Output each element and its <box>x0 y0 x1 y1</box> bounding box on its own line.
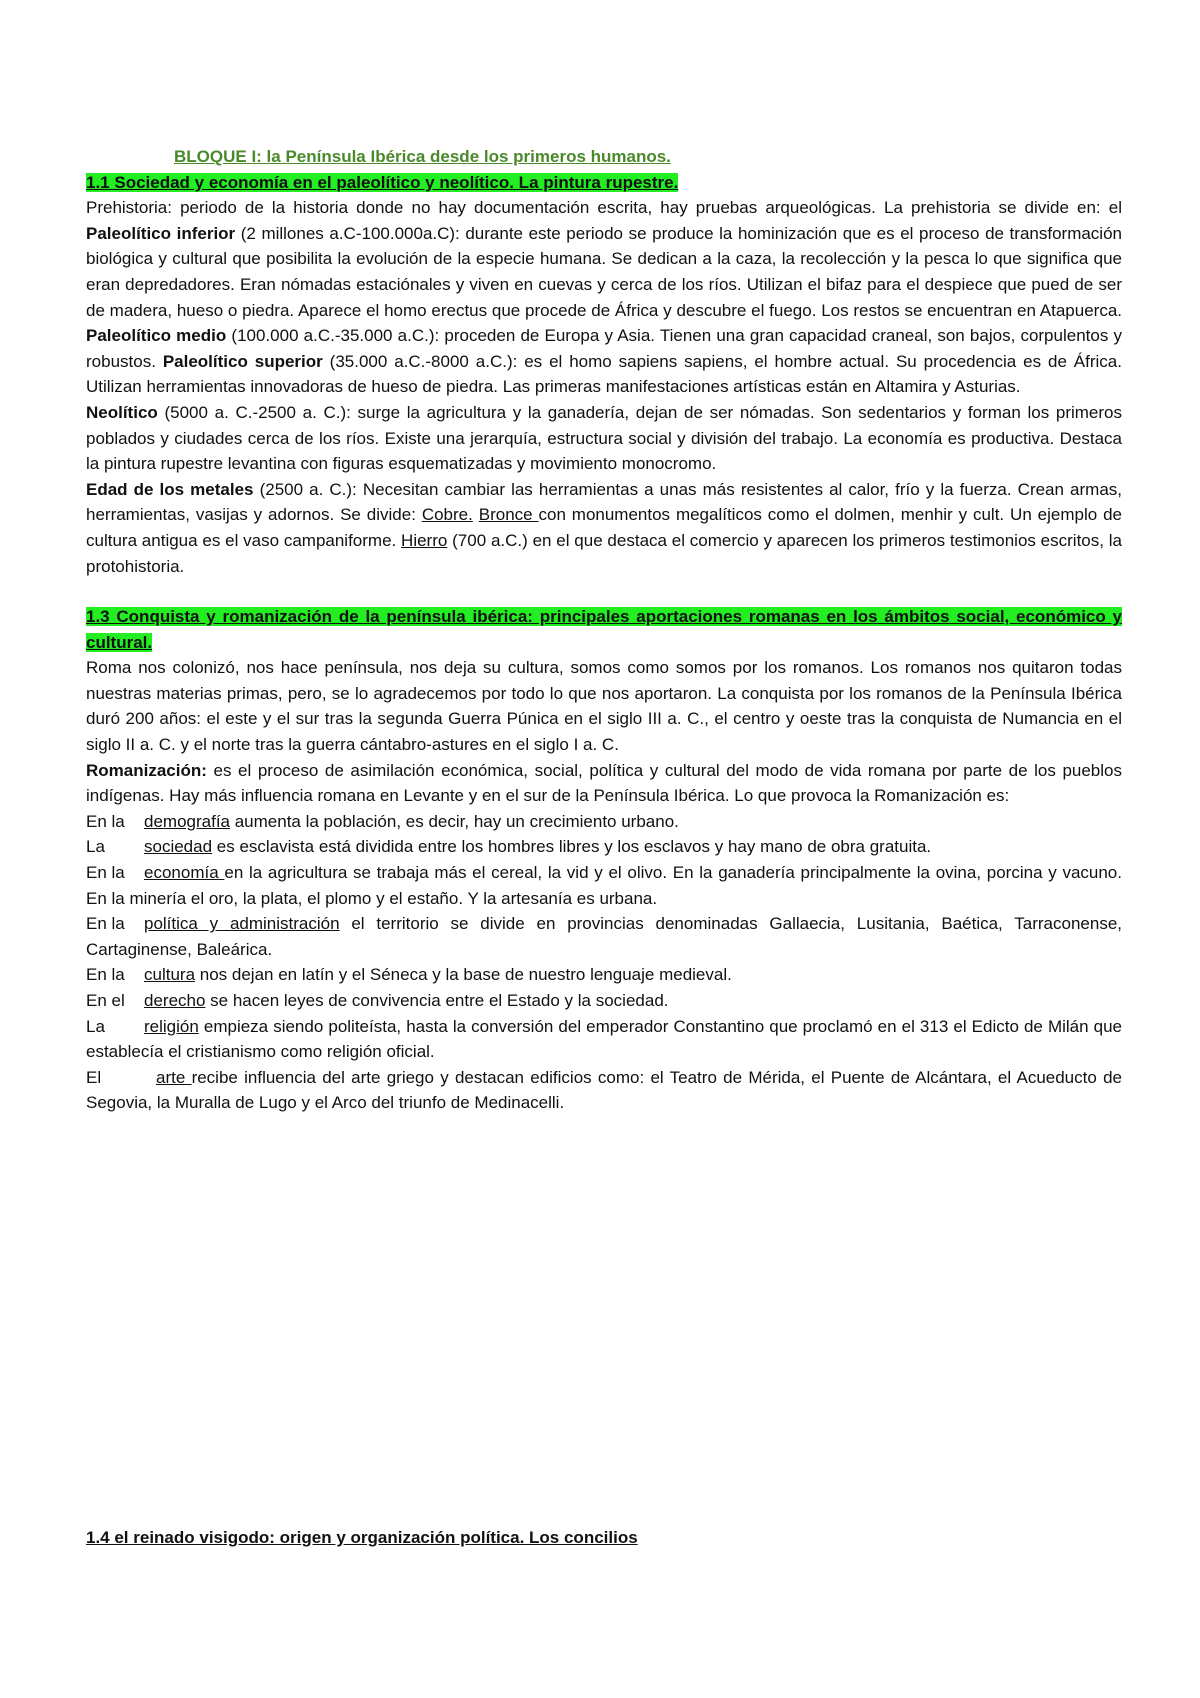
list-item-sociedad <box>86 834 1122 860</box>
section-heading-1-1-text: 1.1 Sociedad y economía en el paleolítico y neolítico. La pintura rupestre. <box>86 172 679 192</box>
item-term: economía <box>144 863 225 883</box>
term-hierro: Hierro <box>401 530 448 550</box>
list-item-religion <box>86 1014 1122 1065</box>
text-run: (2 millones a.C-100.000a.C): durante este periodo se produce la hominización que es el proceso de transformación biológica y cultural que posibilita la evolución de la especie humana. Se dedican a la caza, la recolección y la pesca lo que significa que eran depredadores. Eran nómadas estaciónales y viven en cuevas y cerca de los ríos. Utilizan el bifaz para el despiece que pued de ser de madera, hueso o piedra. Aparece el homo erectus que procede de África y descubre el fuego. Los restos se encuentran en Atapuerca. <box>86 223 1122 320</box>
list-item-politica <box>86 911 1122 962</box>
term-cobre: Cobre. <box>421 505 473 525</box>
list-item-demografia <box>86 809 1122 835</box>
item-prefix: En la <box>86 863 125 883</box>
text-run: (5000 a. C.-2500 a. C.): surge la agricultura y la ganadería, dejan de ser nómadas. Son sedentarios y forman los primeros poblados y ciudades cerca de los ríos. Existe una jerarquía, estructura social y división del trabajo. La economía es productiva. Destaca la pintura rupestre levantina con figuras esquematizadas y movimiento monocromo. <box>86 402 1122 474</box>
item-prefix: En la <box>86 965 125 985</box>
term-edad-metales: Edad de los metales <box>86 479 254 499</box>
item-term: política y administración <box>144 914 340 934</box>
section-heading-1-4: 1.4 el reinado visigodo: origen y organización política. Los concilios <box>86 1528 638 1547</box>
item-prefix: El <box>86 1067 102 1087</box>
item-prefix: En el <box>86 991 125 1010</box>
item-text: el territorio se divide en provincias denominadas Gallaecia, Lusitania, Baética, Tarraconense, Cartaginense, Baleárica. <box>86 914 1122 959</box>
item-prefix: En la <box>86 811 125 831</box>
item-text: es esclavista está dividida entre los hombres libres y los esclavos y hay mano de obra gratuita. <box>212 837 932 857</box>
item-text: empieza siendo politeísta, hasta la conversión del emperador Constantino que proclamó en el 313 el Edicto de Milán que establecía el cristianismo como religión oficial. <box>86 1016 1122 1062</box>
text-run: Prehistoria: periodo de la historia donde no hay documentación escrita, hay pruebas arqueológicas. La prehistoria se divide en: el <box>86 198 1122 218</box>
item-prefix: En la <box>86 914 125 934</box>
paragraph-edad-metales <box>86 477 1122 579</box>
term-romanizacion: Romanización: <box>86 760 207 780</box>
term-paleolitico-inferior: Paleolítico inferior <box>86 223 236 243</box>
item-prefix: La <box>86 1016 105 1036</box>
text-run: es el proceso de asimilación económica, social, política y cultural del modo de vida romana por parte de los pueblos indígenas. Hay más influencia romana en Levante y en el sur de la Península Ibérica. Lo que provoca la Romanización es: <box>86 760 1122 806</box>
list-item-cultura <box>86 962 1122 988</box>
text-run: (2500 a. C.): Necesitan cambiar las herramientas a unas más resistentes al calor, frío y la fuerza. Crean armas, herramientas, vasijas y adornos. Se divide: <box>86 479 1122 525</box>
document-body <box>86 144 1122 1116</box>
section-heading-1-3-text: 1.3 Conquista y romanización de la península ibérica: principales aportaciones romanas en los ámbitos social, económico y cultural. <box>86 607 1122 652</box>
item-prefix: La <box>86 837 105 857</box>
item-text: nos dejan en latín y el Séneca y la base de nuestro lenguaje medieval. <box>195 965 732 985</box>
list-item-economia <box>86 860 1122 911</box>
item-text: aumenta la población, es decir, hay un crecimiento urbano. <box>230 811 679 831</box>
term-bronce: Bronce <box>478 505 539 525</box>
item-text: en la agricultura se trabaja más el cereal, la vid y el olivo. En la ganadería principalmente la ovina, porcina y vacuno. En la minería el oro, la plata, el plomo y el estaño. Y la artesanía es urbana. <box>86 863 1122 908</box>
list-item-derecho <box>86 988 1122 1014</box>
paragraph-romanizacion <box>86 758 1122 809</box>
spacer <box>86 579 1122 604</box>
text-run: (35.000 a.C.-8000 a.C.): es el homo sapiens sapiens, el hombre actual. Su procedencia es de África. Utilizan herramientas innovadoras de hueso de piedra. Las primeras manifestaciones artísticas están en Altamira y Asturias. <box>86 351 1122 397</box>
paragraph-neolitico <box>86 400 1122 477</box>
term-paleolitico-medio: Paleolítico medio <box>86 326 227 346</box>
paragraph-roma: Roma nos colonizó, nos hace península, nos deja su cultura, somos como somos por los romanos. Los romanos nos quitaron todas nuestras materias primas, pero, se lo agradecemos por todo lo que nos aportaron. La conquista por los romanos de la Península Ibérica duró 200 años: el este y el sur tras la segunda Guerra Púnica en el siglo III a. C., el centro y oeste tras la conquista de Numancia en el siglo II a. C. y el norte tras la guerra cántabro-astures en el siglo I a. C. <box>86 658 1122 755</box>
section-heading-1-3 <box>86 604 1122 655</box>
item-text: recibe influencia del arte griego y destacan edificios como: el Teatro de Mérida, el Puente de Alcántara, el Acueducto de Segovia, la Muralla de Lugo y el Arco del triunfo de Medinacelli. <box>86 1067 1122 1113</box>
list-item-arte <box>86 1065 1122 1116</box>
text-run: con monumentos megalíticos como el dolmen, menhir y cult. Un ejemplo de cultura antigua es el vaso campaniforme. <box>86 505 1122 550</box>
item-term: cultura <box>144 965 196 985</box>
text-run: (700 a.C.) en el que destaca el comercio y aparecen los primeros testimonios escritos, la protohistoria. <box>86 530 1122 576</box>
item-term: arte <box>156 1067 192 1087</box>
item-term: demografía <box>144 811 230 831</box>
section-heading-1-1 <box>86 170 1122 196</box>
term-neolitico: Neolítico <box>86 402 158 422</box>
item-term: religión <box>144 1016 199 1036</box>
paragraph-paleolitico <box>86 195 1122 400</box>
text-run: (100.000 a.C.-35.000 a.C.): proceden de Europa y Asia. Tienen una gran capacidad craneal, son bajos, corpulentos y robustos. <box>86 326 1122 371</box>
item-text: se hacen leyes de convivencia entre el Estado y la sociedad. <box>205 991 669 1010</box>
term-paleolitico-superior: Paleolítico superior <box>162 351 323 371</box>
bloque-title: BLOQUE I: la Península Ibérica desde los primeros humanos. <box>174 147 671 166</box>
item-term: sociedad <box>144 837 213 857</box>
item-term: derecho <box>144 991 206 1010</box>
